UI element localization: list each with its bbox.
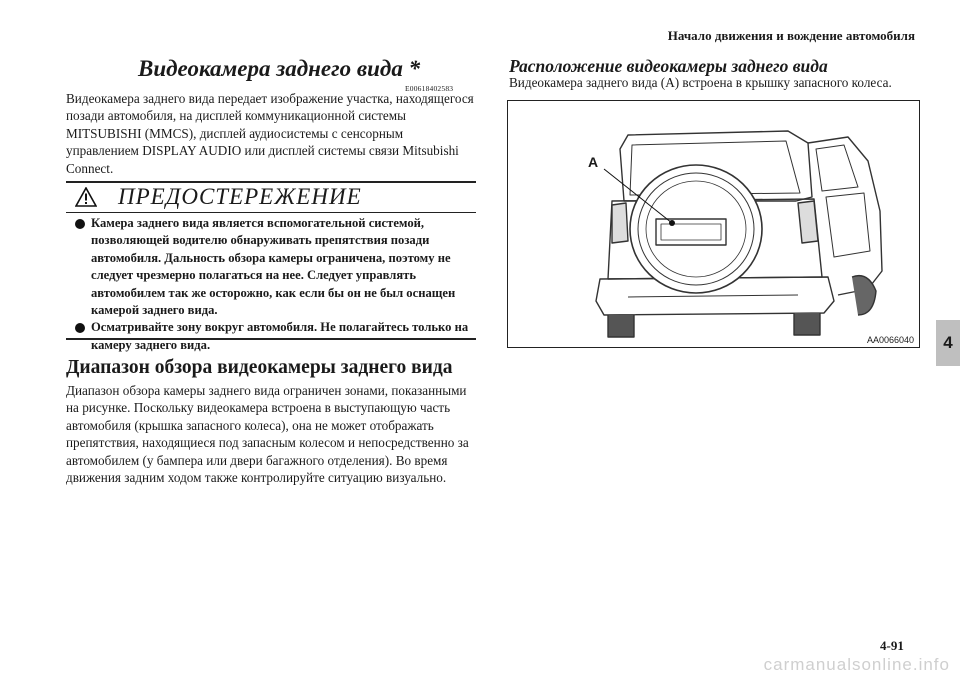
range-paragraph: Диапазон обзора камеры заднего вида ограничен зонами, показанными на рисунке. Поскольку видеокамера встроена в выступающую часть автомобиля (крышка запасного колеса), она не может отображать препятствия, находящиеся под запасным колесом и непосредственно за автомобилем (у бампера или двери багажного отделения). Во время движения задним ходом также контролируйте ситуацию визуально. xyxy=(66,383,469,486)
warning-item-text: Камера заднего вида является вспомогательной системой, позволяющей водителю обнаруживать препятствия позади автомобиля. Дальность обзора камеры ограничена, поэтому не следует чрезмерно полагаться на нее. Следует управлять автомобилем так же осторожно, как если бы он не был оснащен камерой заднего вида. xyxy=(91,216,456,318)
range-heading: Диапазон обзора видеокамеры заднего вида xyxy=(66,357,453,378)
warning-triangle-icon xyxy=(75,187,97,207)
chapter-tab: 4 xyxy=(936,320,960,366)
warning-item xyxy=(74,215,470,319)
warning-header xyxy=(66,183,476,213)
section-title: Видеокамера заднего вида * xyxy=(138,56,421,81)
bullet-icon xyxy=(75,323,85,333)
figure-label-a: A xyxy=(588,154,599,170)
warning-item xyxy=(74,319,470,354)
watermark: carmanualsonline.info xyxy=(763,655,950,674)
running-header: Начало движения и вождение автомобиля xyxy=(667,28,915,43)
page-number: 4-91 xyxy=(880,638,904,653)
rear-camera-figure xyxy=(507,100,920,348)
vehicle-rear-illustration xyxy=(508,101,919,347)
warning-list xyxy=(74,215,470,354)
location-paragraph: Видеокамера заднего вида (A) встроена в крышку запасного колеса. xyxy=(509,75,892,90)
location-heading: Расположение видеокамеры заднего вида xyxy=(509,56,828,76)
intro-paragraph: Видеокамера заднего вида передает изображение участка, находящегося позади автомобиля, на дисплей коммуникационной системы MITSUBISHI (MMCS), дисплей аудиосистемы с сенсорным управлением DISPLAY AUDIO или дисплей системы связи Mitsubishi Connect. xyxy=(66,91,474,176)
warning-box xyxy=(66,181,476,352)
figure-code: AA0066040 xyxy=(866,335,914,345)
warning-item-text: Осматривайте зону вокруг автомобиля. Не полагайтесь только на камеру заднего вида. xyxy=(91,320,469,352)
warning-title: ПРЕДОСТЕРЕЖЕНИЕ xyxy=(118,184,362,209)
section-code: E00618402583 xyxy=(405,84,454,93)
bullet-icon xyxy=(75,219,85,229)
